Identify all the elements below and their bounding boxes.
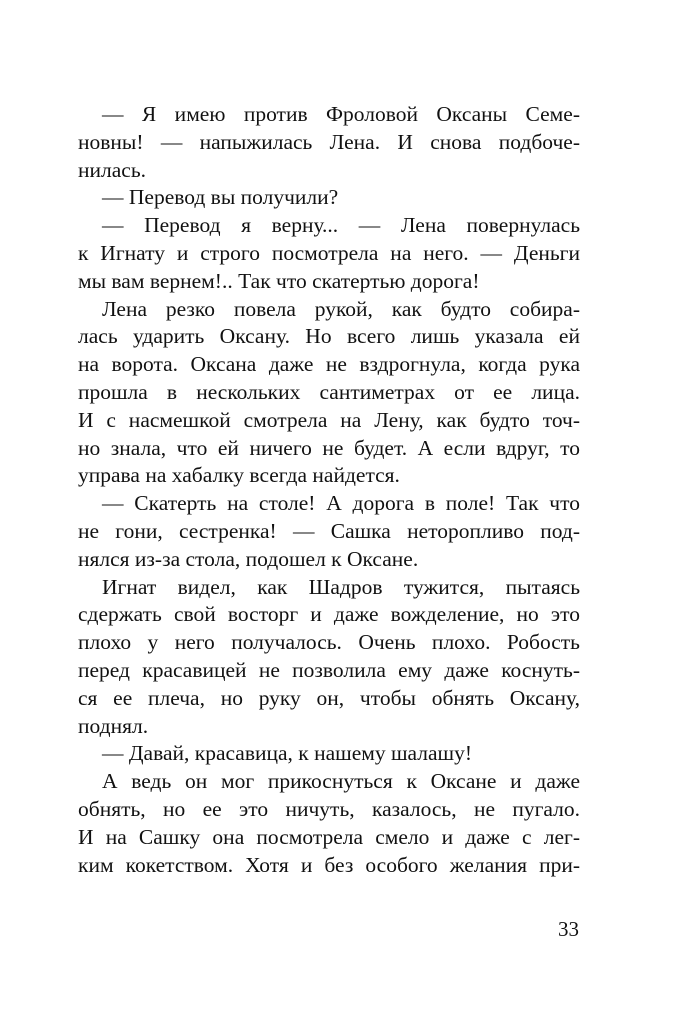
text-line: — Перевод вы получили?: [102, 185, 339, 210]
text-line: мы вам вернем!.. Так что скатертью дорога!: [78, 268, 480, 293]
text-line: — Давай, красавица, к нашему шалашу!: [102, 741, 473, 766]
text-line: к Игнату и строго посмотрела на него. — Деньги: [78, 240, 580, 265]
text-line: — Скатерть на столе! А дорога в поле! Так что: [102, 491, 580, 516]
text-line: Лена резко повела рукой, как будто собира-: [102, 296, 580, 321]
text-line: ким кокетством. Хотя и без особого желания при-: [78, 852, 580, 877]
text-line: не гони, сестренка! — Сашка неторопливо под-: [78, 518, 580, 543]
text-line: сдержать свой восторг и даже вожделение, но это: [78, 602, 580, 627]
text-line: новны! — напыжилась Лена. И снова подбоче-: [78, 129, 580, 154]
text-line: ся ее плеча, но руку он, чтобы обнять Оксану,: [78, 685, 580, 710]
text-line: поднял.: [78, 713, 149, 738]
text-line: — Перевод я верну... — Лена повернулась: [102, 213, 580, 238]
text-line: нилась.: [78, 157, 147, 182]
body-text: [78, 101, 580, 879]
text-line: обнять, но ее это ничуть, казалось, не пугало.: [78, 796, 580, 821]
text-line: плохо у него получалось. Очень плохо. Робость: [78, 630, 580, 655]
text-line: на ворота. Оксана даже не вздрогнула, когда рука: [78, 352, 580, 377]
text-line: И с насмешкой смотрела на Лену, как будто точ-: [78, 407, 580, 432]
text-line: управа на хабалку всегда найдется.: [78, 463, 400, 488]
text-line: И на Сашку она посмотрела смело и даже с лег-: [78, 824, 580, 849]
text-line: А ведь он мог прикоснуться к Оксане и даже: [102, 769, 580, 794]
page-number: 33: [558, 917, 579, 941]
text-line: Игнат видел, как Шадров тужится, пытаясь: [102, 574, 580, 599]
text-line: перед красавицей не позволила ему даже коснуть-: [78, 657, 580, 682]
text-line: — Я имею против Фроловой Оксаны Семе-: [102, 102, 580, 126]
text-line: прошла в нескольких сантиметрах от ее лица.: [78, 379, 580, 404]
text-line: но знала, что ей ничего не будет. А если вдруг, то: [78, 435, 580, 460]
text-line: лась ударить Оксану. Но всего лишь указала ей: [78, 324, 580, 349]
text-line: нялся из-за стола, подошел к Оксане.: [78, 546, 419, 571]
